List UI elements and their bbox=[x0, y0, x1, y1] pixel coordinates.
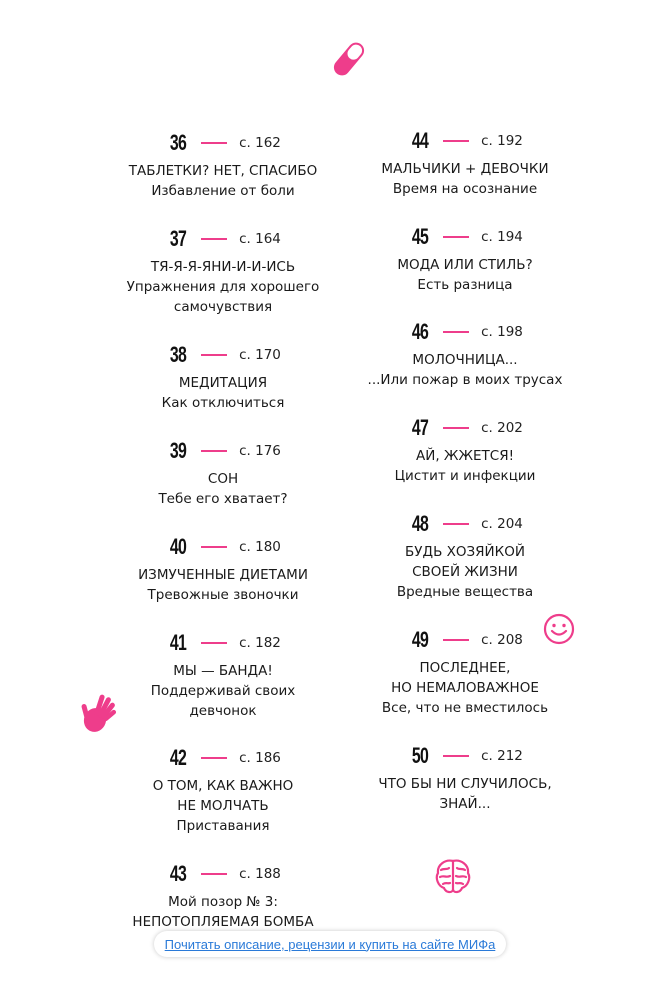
chapter-subtitle-line: Приставания bbox=[176, 818, 270, 834]
toc-entry[interactable] bbox=[345, 129, 585, 199]
chapter-number: 37 bbox=[170, 226, 187, 251]
chapter-title: МЕДИТАЦИЯ bbox=[178, 375, 268, 391]
accent-dash bbox=[201, 546, 227, 548]
page-number: с. 162 bbox=[239, 135, 281, 151]
toc-entry[interactable] bbox=[345, 628, 585, 718]
page-number: с. 182 bbox=[239, 635, 281, 651]
toc-entry-header bbox=[103, 862, 343, 886]
chapter-number: 50 bbox=[412, 743, 429, 768]
chapter-subtitle-line: СВОЕЙ ЖИЗНИ bbox=[412, 564, 518, 580]
toc-entry-header bbox=[103, 343, 343, 367]
chapter-title: СОН bbox=[207, 471, 239, 487]
toc-entry-header bbox=[345, 225, 585, 249]
toc-entry[interactable] bbox=[103, 227, 343, 317]
toc-entry[interactable] bbox=[345, 320, 585, 390]
toc-entry-header bbox=[103, 535, 343, 559]
page-number: с. 176 bbox=[239, 443, 281, 459]
chapter-subtitle-line: Вредные вещества bbox=[396, 584, 534, 600]
toc-entry[interactable] bbox=[103, 746, 343, 836]
toc-entry-header bbox=[345, 320, 585, 344]
accent-dash bbox=[443, 331, 469, 333]
page-number: с. 170 bbox=[239, 347, 281, 363]
toc-entry[interactable] bbox=[345, 512, 585, 602]
chapter-number: 38 bbox=[170, 342, 187, 367]
toc-entry-header bbox=[345, 416, 585, 440]
chapter-title: МЫ — БАНДА! bbox=[173, 663, 273, 679]
chapter-title: Мой позор № 3: bbox=[168, 894, 278, 910]
accent-dash bbox=[201, 142, 227, 144]
accent-dash bbox=[443, 236, 469, 238]
chapter-number: 46 bbox=[412, 319, 429, 344]
chapter-subtitle-line: самочувствия bbox=[173, 299, 273, 315]
toc-entry[interactable] bbox=[345, 744, 585, 814]
page-number: с. 208 bbox=[481, 632, 523, 648]
accent-dash bbox=[443, 639, 469, 641]
chapter-subtitle-line: ...Или пожар в моих трусах bbox=[367, 372, 563, 388]
chapter-number: 47 bbox=[412, 415, 429, 440]
page-number: с. 202 bbox=[481, 420, 523, 436]
chapter-title: МАЛЬЧИКИ + ДЕВОЧКИ bbox=[381, 161, 549, 177]
chapter-title: ИЗМУЧЕННЫЕ ДИЕТАМИ bbox=[138, 567, 308, 583]
accent-dash bbox=[201, 642, 227, 644]
chapter-subtitle-line: Тебе его хватает? bbox=[158, 491, 288, 507]
chapter-number: 41 bbox=[170, 630, 187, 655]
toc-entry-header bbox=[345, 744, 585, 768]
page-number: с. 212 bbox=[481, 748, 523, 764]
page-number: с. 180 bbox=[239, 539, 281, 555]
toc-entry-header bbox=[345, 129, 585, 153]
chapter-title: ПОСЛЕДНЕЕ, bbox=[419, 660, 511, 676]
chapter-title: МОЛОЧНИЦА... bbox=[412, 352, 518, 368]
chapter-subtitle-line: Тревожные звоночки bbox=[147, 587, 299, 603]
accent-dash bbox=[443, 140, 469, 142]
chapter-number: 48 bbox=[412, 511, 429, 536]
chapter-subtitle-line: Поддерживай своих bbox=[150, 683, 296, 699]
toc-entry[interactable] bbox=[103, 439, 343, 509]
chapter-subtitle-line: Избавление от боли bbox=[151, 183, 295, 199]
chapter-number: 39 bbox=[170, 438, 187, 463]
chapter-number: 40 bbox=[170, 534, 187, 559]
accent-dash bbox=[443, 523, 469, 525]
chapter-title: ТЯ-Я-Я-ЯНИ-И-И-ИСЬ bbox=[150, 259, 296, 275]
accent-dash bbox=[201, 450, 227, 452]
toc-entry[interactable] bbox=[103, 343, 343, 413]
toc-entry-header bbox=[103, 746, 343, 770]
chapter-title: АЙ, ЖЖЕТСЯ! bbox=[416, 448, 514, 464]
chapter-number: 36 bbox=[170, 130, 187, 155]
mif-site-link[interactable]: Почитать описание, рецензии и купить на сайте МИФа bbox=[154, 931, 506, 957]
toc-entry[interactable] bbox=[345, 225, 585, 295]
chapter-subtitle-line: НЕ МОЛЧАТЬ bbox=[177, 798, 269, 814]
chapter-number: 44 bbox=[412, 128, 429, 153]
toc-entry-header bbox=[103, 227, 343, 251]
accent-dash bbox=[201, 354, 227, 356]
toc-entry[interactable] bbox=[103, 862, 343, 932]
page-number: с. 192 bbox=[481, 133, 523, 149]
accent-dash bbox=[201, 873, 227, 875]
toc-entry[interactable] bbox=[103, 631, 343, 721]
chapter-title: ЧТО БЫ НИ СЛУЧИЛОСЬ, bbox=[378, 776, 552, 792]
chapter-number: 45 bbox=[412, 224, 429, 249]
chapter-number: 49 bbox=[412, 627, 429, 652]
page-number: с. 198 bbox=[481, 324, 523, 340]
chapter-subtitle-line: Цистит и инфекции bbox=[394, 468, 536, 484]
page-number: с. 204 bbox=[481, 516, 523, 532]
toc-entry-header bbox=[345, 628, 585, 652]
chapter-number: 43 bbox=[170, 861, 187, 886]
accent-dash bbox=[201, 238, 227, 240]
chapter-subtitle-line: Как отключиться bbox=[161, 395, 285, 411]
chapter-subtitle-line: Время на осознание bbox=[392, 181, 538, 197]
brain-icon bbox=[433, 856, 473, 896]
toc-entry-header bbox=[103, 439, 343, 463]
chapter-title: БУДЬ ХОЗЯЙКОЙ bbox=[405, 544, 525, 560]
chapter-title: ТАБЛЕТКИ? НЕТ, СПАСИБО bbox=[128, 163, 318, 179]
toc-entry[interactable] bbox=[345, 416, 585, 486]
chapter-title: МОДА ИЛИ СТИЛЬ? bbox=[397, 257, 533, 273]
toc-entry[interactable] bbox=[103, 535, 343, 605]
chapter-subtitle-line: ЗНАЙ... bbox=[439, 796, 491, 812]
toc-entry-header bbox=[103, 631, 343, 655]
chapter-subtitle-line: девчонок bbox=[189, 703, 257, 719]
accent-dash bbox=[443, 755, 469, 757]
chapter-subtitle-line: Упражнения для хорошего bbox=[126, 279, 320, 295]
toc-entry-header bbox=[345, 512, 585, 536]
page-number: с. 194 bbox=[481, 229, 523, 245]
page-number: с. 186 bbox=[239, 750, 281, 766]
chapter-subtitle-line: НЕПОТОПЛЯЕМАЯ БОМБА bbox=[132, 914, 314, 930]
page-number: с. 188 bbox=[239, 866, 281, 882]
accent-dash bbox=[201, 757, 227, 759]
chapter-subtitle-line: Все, что не вместилось bbox=[381, 700, 549, 716]
accent-dash bbox=[443, 427, 469, 429]
chapter-subtitle-line: Есть разница bbox=[417, 277, 513, 293]
toc-entry-header bbox=[103, 131, 343, 155]
pill-icon bbox=[331, 38, 367, 80]
chapter-subtitle-line: НО НЕМАЛОВАЖНОЕ bbox=[391, 680, 539, 696]
chapter-title: О ТОМ, КАК ВАЖНО bbox=[152, 778, 294, 794]
chapter-number: 42 bbox=[170, 745, 187, 770]
toc-entry[interactable] bbox=[103, 131, 343, 201]
page-number: с. 164 bbox=[239, 231, 281, 247]
